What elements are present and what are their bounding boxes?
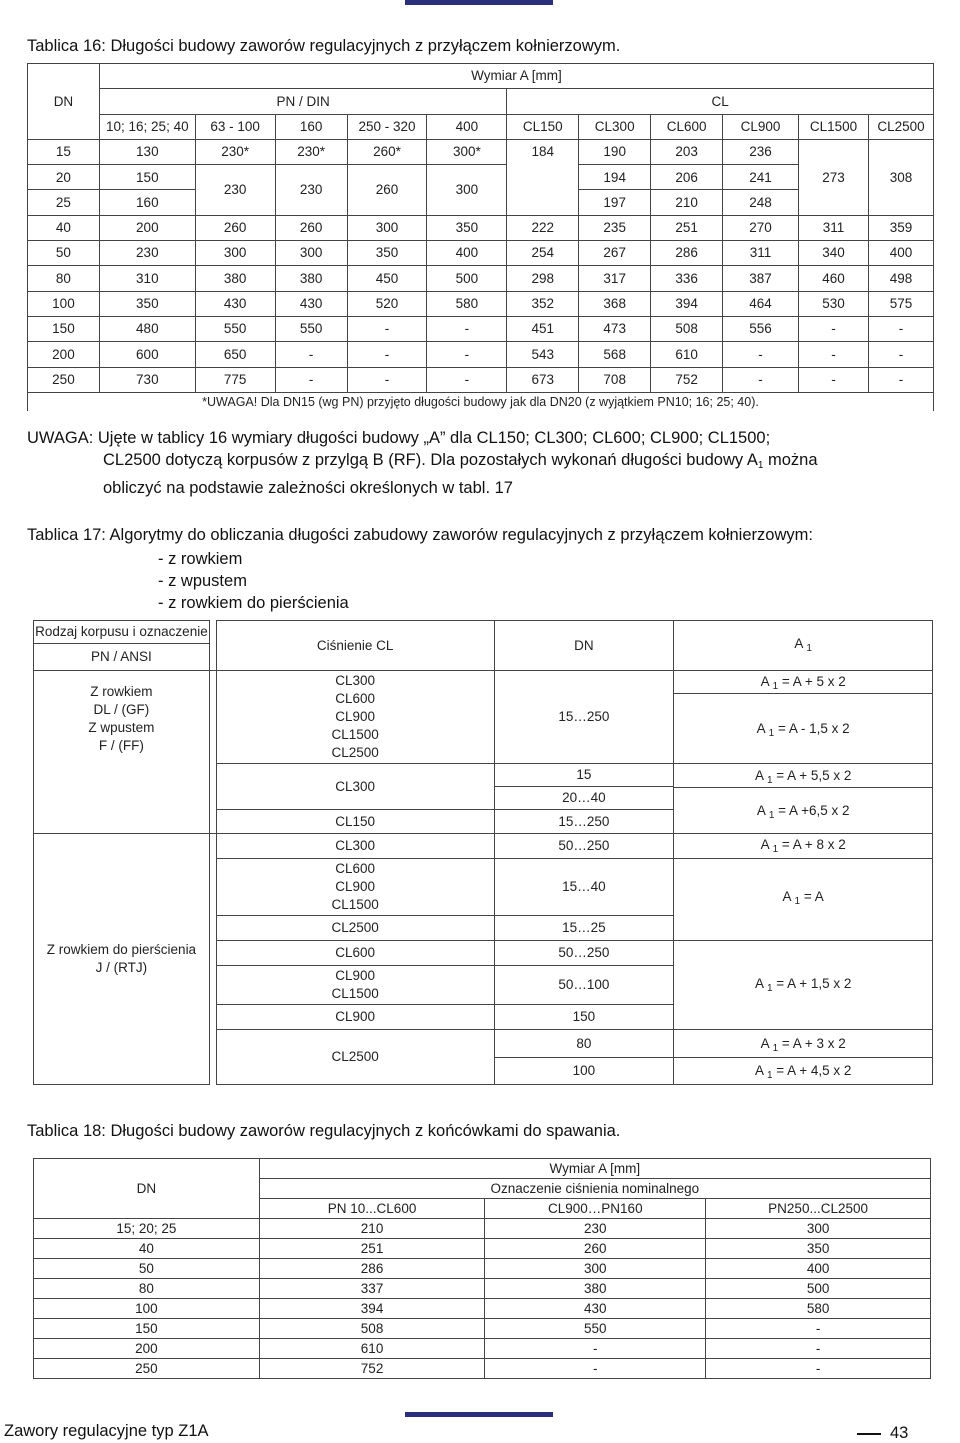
t17-sub: 1 [766,1070,773,1081]
t17-a: A [754,767,764,783]
table-row [28,316,934,341]
table-cell: 317 [579,266,651,291]
t17-s1-cl [216,671,494,764]
table-row [28,342,934,367]
t17-s10-formulas [674,1030,933,1085]
table-cell: 368 [579,291,651,316]
table-cell: 352 [507,291,579,316]
t16-col: CL150 [507,114,579,139]
table-row [34,1239,931,1259]
t17-f: = A + 8 x 2 [781,836,846,852]
table-cell: - [347,367,427,392]
table-cell: 451 [507,316,579,341]
t17-a: A [754,1063,764,1078]
uwaga-line-3: obliczyć na podstawie zależności określonych w tabl. 17 [103,479,513,497]
list-item: - z rowkiem [158,550,243,568]
t17-a: A [782,889,791,904]
table-cell: 752 [651,367,723,392]
table-cell: 300 [275,241,347,266]
t16-col: 160 [275,114,347,139]
table-cell: 270 [723,215,799,240]
table-cell: - [706,1319,931,1339]
table-cell: 235 [579,215,651,240]
table-cell: 400 [868,241,933,266]
table-cell: 310 [99,266,195,291]
table-cell: 430 [195,291,275,316]
table-cell: 350 [706,1239,931,1259]
table-cell: 430 [275,291,347,316]
table-cell: 222 [507,215,579,240]
t17-g2-line: J / (RTJ) [95,960,148,975]
uwaga-line-1: UWAGA: Ujęte w tablicy 16 wymiary długości budowy „A” dla CL150; CL300; CL600; CL900; CL1500; [27,429,771,447]
t16-cell: 20 [28,165,100,190]
table-cell: 600 [99,342,195,367]
list-item: - z rowkiem do pierścienia [158,594,349,612]
table17 [33,620,933,1085]
table-cell: 775 [195,367,275,392]
table-cell: - [723,342,799,367]
t17-f: = A + 5 x 2 [781,674,846,689]
table-cell: 300 [706,1219,931,1239]
table-cell: 380 [195,266,275,291]
t17-header-cisnienie: Ciśnienie CL [216,621,494,671]
table-row [34,1279,931,1299]
table-cell: 350 [347,241,427,266]
table-cell: - [868,367,933,392]
t17-g1-line: F / (FF) [98,738,144,753]
t17-sub: 1 [794,896,801,907]
table-cell: 286 [651,241,723,266]
t17-cl: CL300 [217,764,494,810]
table-cell: 300 [195,241,275,266]
t17-dn: 50…250 [494,834,674,859]
t16-note: *UWAGA! Dla DN15 (wg PN) przyjęto długości budowy jak dla DN20 (z wyjątkiem PN10; 16; 25; 40). [28,392,934,411]
t16-col: 250 - 320 [347,114,427,139]
t17-cl: CL150 [335,814,376,829]
table-cell: 340 [799,241,869,266]
t16-body [28,215,934,392]
t16-cell: 160 [99,190,195,215]
t17-a: A [756,721,765,736]
t17-group2-label [34,834,210,1085]
t17-formula [674,941,933,1030]
table-cell: 380 [275,266,347,291]
t17-sub: 1 [772,843,779,855]
t17-a: A [760,674,769,689]
t17-sub: 1 [766,982,773,994]
table-row [34,1339,931,1359]
t17-a: A [756,802,766,818]
table-cell: 610 [651,342,723,367]
t16-col: CL1500 [799,114,869,139]
table-cell: 15; 20; 25 [34,1219,260,1239]
t17-a-letter: A [794,636,803,652]
table-cell: 473 [579,316,651,341]
t17-a: A [760,836,769,852]
t16-col: 63 - 100 [195,114,275,139]
t17-header-pnansi: PN / ANSI [34,644,210,671]
table-cell: - [706,1339,931,1359]
table-cell: 380 [485,1279,706,1299]
table18-title: Tablica 18: Długości budowy zaworów regulacyjnych z końcówkami do spawania. [27,1122,621,1140]
table-cell: 80 [34,1279,260,1299]
t18-col: PN250...CL2500 [706,1199,931,1219]
t16-header-pndin: PN / DIN [99,89,506,114]
table-cell: - [347,342,427,367]
table-cell: 260 [275,215,347,240]
t16-cell: 260* [347,139,427,164]
t17-cl: CL1500 [331,727,379,742]
t16-cell: 300* [427,139,507,164]
table-cell: 580 [706,1299,931,1319]
t17-dn: 15 [495,764,674,787]
t16-cell: 230 [195,165,275,216]
uwaga-note [27,427,937,499]
table-cell: 50 [28,241,100,266]
t17-cl: CL900 [216,1005,494,1030]
table-cell: 50 [34,1259,260,1279]
uwaga-sub: 1 [757,460,764,471]
table-cell: 508 [651,316,723,341]
table-cell: 260 [195,215,275,240]
table-cell: 575 [868,291,933,316]
t17-dn: 50…250 [494,941,674,966]
t16-cell: 260 [347,165,427,216]
t17-cl: CL2500 [216,1030,494,1085]
t17-cl: CL300 [335,673,376,688]
table-cell: - [427,316,507,341]
t17-sub: 1 [768,809,775,821]
t17-g1-line: Z rowkiem [90,684,153,699]
t16-cell: 248 [723,190,799,215]
table-cell: - [485,1359,706,1379]
table16-title: Tablica 16: Długości budowy zaworów regulacyjnych z przyłączem kołnierzowym. [27,37,621,55]
table16 [27,63,934,411]
table-cell: 200 [99,215,195,240]
t17-f: = A + 1,5 x 2 [776,975,852,991]
table-cell: - [275,342,347,367]
t16-cell: 194 [579,165,651,190]
table-cell: 254 [507,241,579,266]
t17-cl: CL600 [335,691,376,706]
table-cell: 298 [507,266,579,291]
footer-dash [857,1433,881,1435]
t17-s1-dn: 15…250 [494,671,674,764]
t17-formula [674,859,933,941]
t17-formula [674,788,932,833]
table-cell: 260 [485,1239,706,1259]
list-item: - z wpustem [158,572,247,590]
t17-cl: CL300 [216,834,494,859]
t18-col: PN 10...CL600 [259,1199,485,1219]
table-cell: 80 [28,266,100,291]
table-cell: - [706,1359,931,1379]
t17-s8-cl [216,966,494,1005]
t17-formula [674,694,932,763]
table-cell: 267 [579,241,651,266]
t17-f: = A + 4,5 x 2 [776,1063,852,1078]
table-cell: 40 [34,1239,260,1259]
table-cell: 460 [799,266,869,291]
t16-cell: 184 [507,139,579,215]
t16-cell: 230* [275,139,347,164]
table-cell: - [799,316,869,341]
uwaga-line-2a: CL2500 dotyczą korpusów z przylgą B (RF). Dla pozostałych wykonań długości budowy A [103,451,758,469]
table-cell: 550 [275,316,347,341]
t17-f: = A - 1,5 x 2 [777,721,850,736]
t17-formula [674,1030,932,1058]
table-cell: 387 [723,266,799,291]
t17-dn: 150 [494,1005,674,1030]
t18-col: CL900…PN160 [485,1199,706,1219]
table-cell: 530 [799,291,869,316]
footer-title: Zawory regulacyjne typ Z1A [4,1422,209,1440]
t17-f: = A +6,5 x 2 [778,802,850,818]
t17-s2s3-cl [216,764,494,834]
table-cell: 350 [427,215,507,240]
t17-a: A [760,1036,769,1051]
t17-dn: 100 [572,1063,596,1078]
t17-g1-line: Z wpustem [88,720,155,735]
table-row [28,165,934,190]
table-cell: 508 [259,1319,485,1339]
t16-cell: 230* [195,139,275,164]
table-cell: 500 [427,266,507,291]
table-cell: - [868,316,933,341]
table-cell: - [799,342,869,367]
table-cell: - [723,367,799,392]
t18-header-dn: DN [34,1159,260,1219]
table-row [34,1259,931,1279]
table-cell: 580 [427,291,507,316]
table-cell: 250 [34,1359,260,1379]
t16-cell: 273 [799,139,869,215]
uwaga-line-2 [27,449,937,477]
table-cell: 430 [485,1299,706,1319]
t17-g1-line: DL / (GF) [93,702,150,717]
t17-a-sub: 1 [806,643,812,655]
table-cell: 708 [579,367,651,392]
t17-gap [209,834,216,1085]
table-row [28,241,934,266]
t16-cell: 150 [99,165,195,190]
t17-cl: CL900 [335,879,376,894]
t16-col: 10; 16; 25; 40 [99,114,195,139]
t16-col: 400 [427,114,507,139]
t18-header-wymiar: Wymiar A [mm] [259,1159,930,1179]
t17-cl: CL1500 [331,897,379,912]
table-cell: - [868,342,933,367]
top-accent-bar [405,0,553,5]
t17-dn: 50…100 [494,966,674,1005]
t16-col: CL900 [723,114,799,139]
table-cell: 550 [195,316,275,341]
t18-body [34,1219,931,1379]
table-cell: - [427,342,507,367]
t17-s10-dn [494,1030,674,1085]
t16-header-wymiar: Wymiar A [mm] [99,64,933,89]
t17-s2s3-dn [494,764,674,834]
t17-s2-formulas [674,764,933,834]
table-cell: - [485,1339,706,1359]
t17-f: = A [803,889,824,904]
t16-header-dn: DN [28,64,100,140]
t17-gap [209,621,216,671]
t17-s5-cl [216,859,494,916]
t17-group1-label [34,671,210,834]
t16-cell: 230 [275,165,347,216]
table-cell: - [799,367,869,392]
t16-col: CL2500 [868,114,933,139]
t16-cell: 300 [427,165,507,216]
table-cell: 752 [259,1359,485,1379]
t16-cell: 206 [651,165,723,190]
t16-col: CL300 [579,114,651,139]
table-cell: 610 [259,1339,485,1359]
table-cell: 359 [868,215,933,240]
table-cell: 730 [99,367,195,392]
t17-sub: 1 [772,1043,779,1054]
table-cell: 480 [99,316,195,341]
table-row [34,1219,931,1239]
table17-title: Tablica 17: Algorytmy do obliczania długości zabudowy zaworów regulacyjnych z przyłączem kołnierzowym: [27,526,813,544]
t16-cell: 241 [723,165,799,190]
t17-dn: 15…25 [494,916,674,941]
t17-cl: CL900 [335,968,376,983]
t17-cl: CL600 [335,861,376,876]
t16-cell: 15 [28,139,100,164]
table-cell: 100 [34,1299,260,1319]
table-row [28,291,934,316]
uwaga-line-2b: można [763,451,818,469]
t17-g2-line: Z rowkiem do pierścienia [46,942,197,957]
table-cell: 200 [28,342,100,367]
t17-dn: 20…40 [495,787,674,810]
t17-formula [674,765,932,788]
table-cell: 337 [259,1279,485,1299]
table-row [28,215,934,240]
t17-formula [674,834,933,859]
t17-f: = A + 5,5 x 2 [776,767,852,783]
t17-f: = A + 3 x 2 [781,1036,846,1051]
t16-cell: 130 [99,139,195,164]
table-cell: 543 [507,342,579,367]
table-cell: 498 [868,266,933,291]
table-cell: 520 [347,291,427,316]
t16-col: CL600 [651,114,723,139]
table-cell: 300 [485,1259,706,1279]
t17-formula [674,671,932,694]
t17-cl: CL2500 [331,745,379,760]
t18-header-oznaczenie: Oznaczenie ciśnienia nominalnego [259,1179,930,1199]
t17-sub: 1 [768,728,775,739]
t17-cl: CL2500 [216,916,494,941]
table-cell: 550 [485,1319,706,1339]
table-cell: 40 [28,215,100,240]
table-cell: 311 [723,241,799,266]
table-row [28,139,934,164]
table18 [33,1158,931,1379]
table-cell: 400 [427,241,507,266]
t17-cl: CL900 [335,709,376,724]
t16-cell: 25 [28,190,100,215]
table-cell: 230 [485,1219,706,1239]
t17-sub: 1 [772,681,779,692]
table-cell: 210 [259,1219,485,1239]
table-cell: 100 [28,291,100,316]
t16-cell: 190 [579,139,651,164]
table-cell: - [427,367,507,392]
t17-cl: CL600 [216,941,494,966]
t17-formula [674,1058,932,1084]
table-cell: 251 [651,215,723,240]
t16-header-cl: CL [507,89,934,114]
table-cell: 150 [28,316,100,341]
table-cell: 350 [99,291,195,316]
t16-cell: 210 [651,190,723,215]
table-row [28,367,934,392]
table-row [34,1299,931,1319]
table-cell: 250 [28,367,100,392]
table-row [28,266,934,291]
table-cell: 200 [34,1339,260,1359]
t16-cell: 203 [651,139,723,164]
table-cell: - [347,316,427,341]
t17-dn: 15…40 [494,859,674,916]
t17-dn: 15…250 [558,814,610,829]
t16-cell: 308 [868,139,933,215]
table-cell: 464 [723,291,799,316]
table-cell: 556 [723,316,799,341]
table-cell: 336 [651,266,723,291]
table-cell: 500 [706,1279,931,1299]
table-cell: 311 [799,215,869,240]
t16-cell: 236 [723,139,799,164]
t17-header-rodzaj: Rodzaj korpusu i oznaczenie [34,621,210,644]
t17-list [158,548,349,614]
t17-gap [209,671,216,834]
table-row [34,1319,931,1339]
table-cell: 394 [259,1299,485,1319]
table-cell: 251 [259,1239,485,1259]
table-row [34,1359,931,1379]
table-cell: 300 [347,215,427,240]
t17-sub: 1 [766,774,773,786]
table-cell: 394 [651,291,723,316]
table-cell: 568 [579,342,651,367]
table-cell: 286 [259,1259,485,1279]
page-number: 43 [890,1424,909,1442]
table-cell: 400 [706,1259,931,1279]
table-cell: 650 [195,342,275,367]
table-cell: 673 [507,367,579,392]
t17-a: A [754,975,764,991]
table-cell: 230 [99,241,195,266]
table-cell: 150 [34,1319,260,1339]
bottom-accent-bar [405,1412,553,1417]
t17-s1-formulas [674,671,933,764]
t17-dn: 80 [495,1030,674,1058]
t16-cell: 197 [579,190,651,215]
table-cell: 450 [347,266,427,291]
table-cell: - [275,367,347,392]
t17-cl: CL1500 [331,986,379,1001]
t17-header-dn: DN [494,621,674,671]
t17-header-a1 [674,621,933,671]
